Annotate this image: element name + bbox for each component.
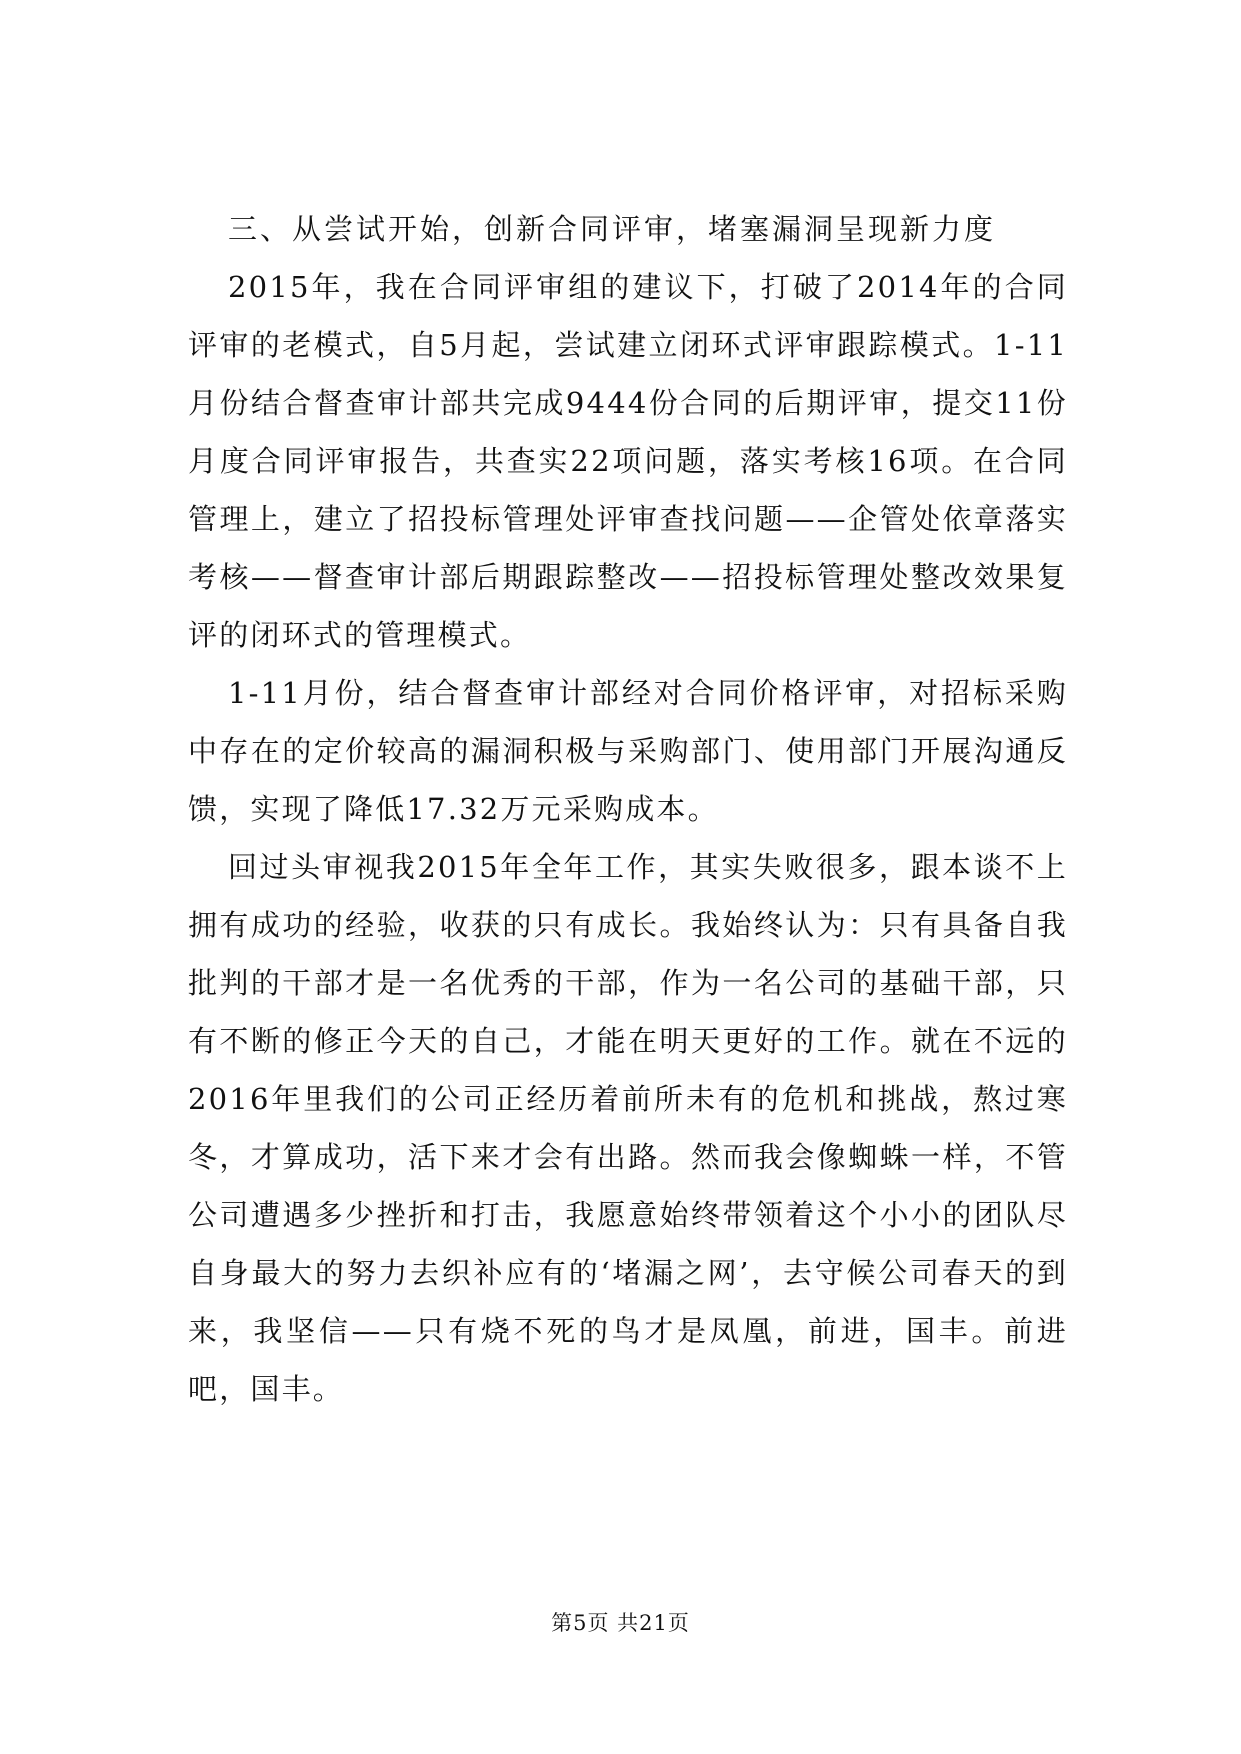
document-body xyxy=(188,200,1068,1418)
paragraph-contract-review: 2015年，我在合同评审组的建议下，打破了2014年的合同评审的老模式，自5月起，尝试建立闭环式评审跟踪模式。1-11月份结合督查审计部共完成9444份合同的后期评审，提交11份月度合同评审报告，共查实22项问题，落实考核16项。在合同管理上，建立了招投标管理处评审查找问题——企管处依章落实考核——督查审计部后期跟踪整改——招投标管理处整改效果复评的闭环式的管理模式。 xyxy=(188,270,1068,652)
page-number-footer: 第5页 共21页 xyxy=(551,1611,690,1635)
section-heading: 三、从尝试开始，创新合同评审，堵塞漏洞呈现新力度 xyxy=(228,212,997,246)
paragraph-annual-review: 回过头审视我2015年全年工作，其实失败很多，跟本谈不上拥有成功的经验，收获的只有成长。我始终认为：只有具备自我批判的干部才是一名优秀的干部，作为一名公司的基础干部，只有不断的修正今天的自己，才能在明天更好的工作。就在不远的2016年里我们的公司正经历着前所未有的危机和挑战，熬过寒冬，才算成功，活下来才会有出路。然而我会像蜘蛛一样，不管公司遭遇多少挫折和打击，我愿意始终带领着这个小小的团队尽自身最大的努力去织补应有的‘堵漏之网’，去守候公司春天的到来，我坚信——只有烧不死的鸟才是凤凰，前进，国丰。前进吧，国丰。 xyxy=(188,850,1068,1406)
paragraph-cost-reduction: 1-11月份，结合督查审计部经对合同价格评审，对招标采购中存在的定价较高的漏洞积极与采购部门、使用部门开展沟通反馈，实现了降低17.32万元采购成本。 xyxy=(188,676,1068,826)
